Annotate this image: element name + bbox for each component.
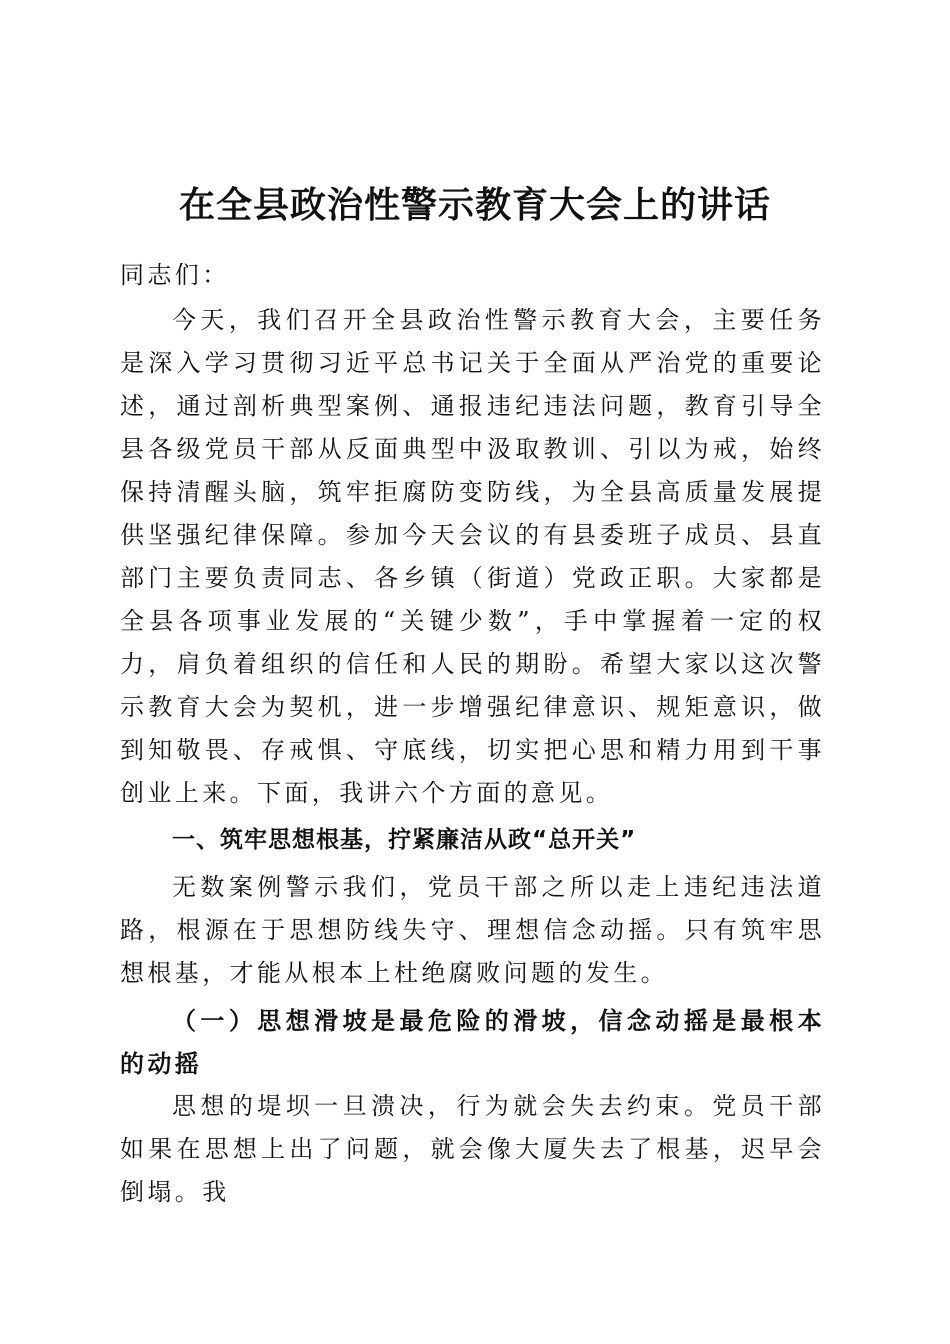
document-title: 在全县政治性警示教育大会上的讲话 (178, 184, 771, 226)
salutation: 同志们： (120, 261, 230, 289)
section-1-heading: 一、筑牢思想根基，拧紧廉洁从政“总开关” (172, 827, 637, 853)
section-1-paragraph: 无数案例警示我们，党员干部之所以走上违纪违法道路，根源在于思想防线失守、理想信念动摇。只有筑牢思想根基，才能从根本上杜绝腐败问题的发生。 (120, 873, 825, 987)
intro-paragraph: 今天，我们召开全县政治性警示教育大会，主要任务是深入学习贯彻习近平总书记关于全面从严治党的重要论述，通过剖析典型案例、通报违纪违法问题，教育引导全县各级党员干部从反面典型中汲取教训、引以为戒，始终保持清醒头脑，筑牢拒腐防变防线，为全县高质量发展提供坚强纪律保障。参加今天会议的有县委班子成员、县直部门主要负责同志、各乡镇（街道）党政正职。大家都是全县各项事业发展的“关键少数”，手中掌握着一定的权力，肩负着组织的信任和人民的期盼。希望大家以这次警示教育大会为契机，进一步增强纪律意识、规矩意识，做到知敬畏、存戒惧、守底线，切实把心思和精力用到干事创业上来。下面，我讲六个方面的意见。 (120, 306, 825, 807)
subsection-1-paragraph: 思想的堤坝一旦溃决，行为就会失去约束。党员干部如果在思想上出了问题，就会像大厦失去了根基，迟早会倒塌。我 (120, 1092, 825, 1206)
document-body (120, 254, 825, 1214)
subsection-1-heading: （一）思想滑坡是最危险的滑坡，信念动摇是最根本的动摇 (120, 1006, 825, 1078)
